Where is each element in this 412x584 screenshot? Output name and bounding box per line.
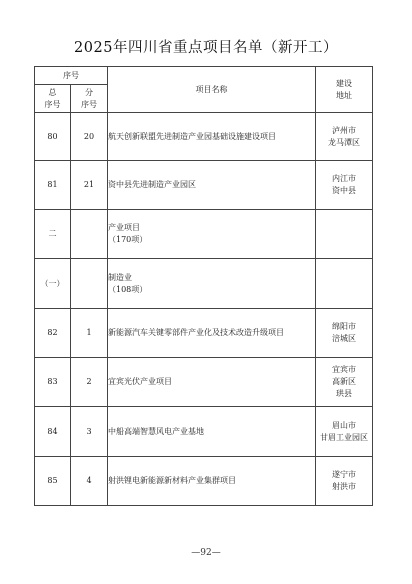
row-location: [316, 457, 373, 506]
page-title: 2025年四川省重点项目名单（新开工）: [74, 40, 338, 56]
header-sub-seq-line2: 序号: [81, 99, 97, 109]
row-project-name: 资中县先进制造产业园区: [108, 161, 316, 210]
row-location-line: 甘眉工业园区: [320, 432, 368, 442]
row-location: [316, 407, 373, 457]
row-project-name-line: 产业项目: [108, 223, 140, 232]
row-total-seq: 81: [35, 161, 71, 210]
row-project-name-line: （108项）: [108, 284, 148, 294]
row-project-name: 宜宾光伏产业项目: [108, 358, 316, 407]
row-location-line: 珙县: [336, 389, 352, 398]
header-total-seq-line2: 序号: [44, 99, 61, 109]
row-location-line: 涪城区: [332, 334, 356, 343]
row-location-line: 眉山市: [332, 420, 356, 430]
row-location-line: 遂宁市: [332, 470, 356, 479]
header-seq: 序号: [35, 67, 108, 85]
row-project-name-line: 制造业: [108, 272, 132, 282]
row-total-seq: 85: [35, 457, 71, 506]
table-header-row: [35, 67, 373, 85]
row-location: [316, 358, 373, 407]
header-sub-seq-line1: 分: [85, 87, 93, 97]
row-project-name: [108, 210, 316, 259]
row-location-line: 内江市: [332, 174, 356, 183]
row-location-line: 射洪市: [332, 482, 356, 491]
table-row: [35, 358, 373, 407]
row-sub-seq: 4: [71, 457, 108, 506]
row-sub-seq: 2: [71, 358, 108, 407]
header-location-line1: 建设: [336, 78, 352, 88]
row-sub-seq: 20: [71, 113, 108, 161]
row-location-line: 泸州市: [332, 125, 356, 135]
header-location: [316, 67, 373, 113]
page-number: —92—: [191, 548, 221, 558]
project-table: [34, 66, 373, 506]
header-total-seq-line1: 总: [48, 87, 57, 97]
row-total-seq: 83: [35, 358, 71, 407]
table-row: [35, 309, 373, 358]
row-sub-seq: 3: [71, 407, 108, 457]
row-sub-seq: 21: [71, 161, 108, 210]
row-total-seq: 82: [35, 309, 71, 358]
header-sub-seq: [71, 85, 108, 113]
row-total-seq: 二: [35, 210, 71, 259]
row-sub-seq: 1: [71, 309, 108, 358]
table-row: [35, 457, 373, 506]
row-total-seq: 84: [35, 407, 71, 457]
row-sub-seq: [71, 210, 108, 259]
row-location: [316, 259, 373, 309]
row-project-name: 射洪锂电新能源新材料产业集群项目: [108, 457, 316, 506]
row-location: [316, 309, 373, 358]
row-location-line: 资中县: [332, 186, 356, 195]
table-row: [35, 407, 373, 457]
row-project-name-line: （170项）: [108, 235, 148, 244]
header-project-name: 项目名称: [108, 67, 316, 113]
row-sub-seq: [71, 259, 108, 309]
table-row: [35, 161, 373, 210]
row-location-line: 宜宾市: [332, 365, 356, 374]
header-location-line2: 地址: [336, 90, 352, 100]
row-location: [316, 210, 373, 259]
row-project-name: 新能源汽车关键零部件产业化及技术改造升级项目: [108, 309, 316, 358]
row-total-seq: 80: [35, 113, 71, 161]
row-location: [316, 113, 373, 161]
table-row: [35, 259, 373, 309]
row-project-name: 中船高端智慧风电产业基地: [108, 407, 316, 457]
row-project-name: 航天创新联盟先进制造产业园基础设施建设项目: [108, 113, 316, 161]
row-location-line: 绵阳市: [332, 322, 356, 331]
row-location-line: 龙马潭区: [328, 137, 360, 147]
row-total-seq: （一）: [35, 259, 71, 309]
row-location: [316, 161, 373, 210]
row-project-name: [108, 259, 316, 309]
table-row: [35, 210, 373, 259]
header-total-seq: [35, 85, 71, 113]
table-row: [35, 113, 373, 161]
row-location-line: 高新区: [332, 377, 356, 386]
